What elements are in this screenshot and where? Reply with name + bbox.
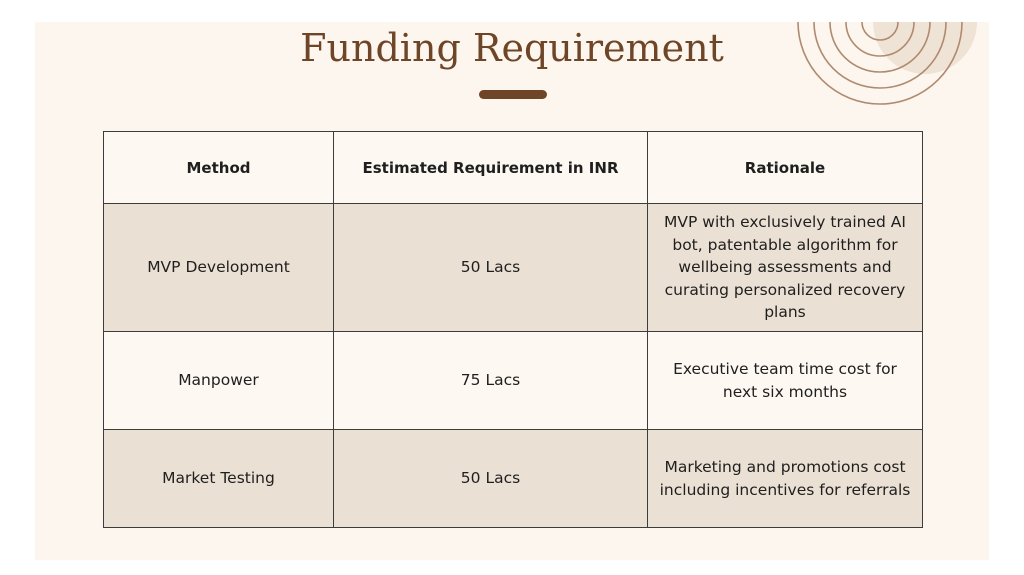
table-header-row xyxy=(104,132,923,204)
cell-method: Market Testing xyxy=(104,430,334,528)
cell-requirement: 75 Lacs xyxy=(334,332,648,430)
header-rationale: Rationale xyxy=(648,132,923,204)
slide xyxy=(35,22,989,560)
cell-rationale: Executive team time cost for next six months xyxy=(648,332,923,430)
cell-method: MVP Development xyxy=(104,204,334,332)
header-requirement: Estimated Requirement in INR xyxy=(334,132,648,204)
cell-rationale: Marketing and promotions cost including incentives for referrals xyxy=(648,430,923,528)
cell-method: Manpower xyxy=(104,332,334,430)
cell-rationale: MVP with exclusively trained AI bot, patentable algorithm for wellbeing assessments and curating personalized recovery plans xyxy=(648,204,923,332)
cell-requirement: 50 Lacs xyxy=(334,204,648,332)
page-title: Funding Requirement xyxy=(300,26,724,70)
table-row xyxy=(104,204,923,332)
table-row xyxy=(104,430,923,528)
header-method: Method xyxy=(104,132,334,204)
table-row xyxy=(104,332,923,430)
title-underline-bar xyxy=(479,90,547,99)
funding-table xyxy=(103,131,923,528)
cell-requirement: 50 Lacs xyxy=(334,430,648,528)
